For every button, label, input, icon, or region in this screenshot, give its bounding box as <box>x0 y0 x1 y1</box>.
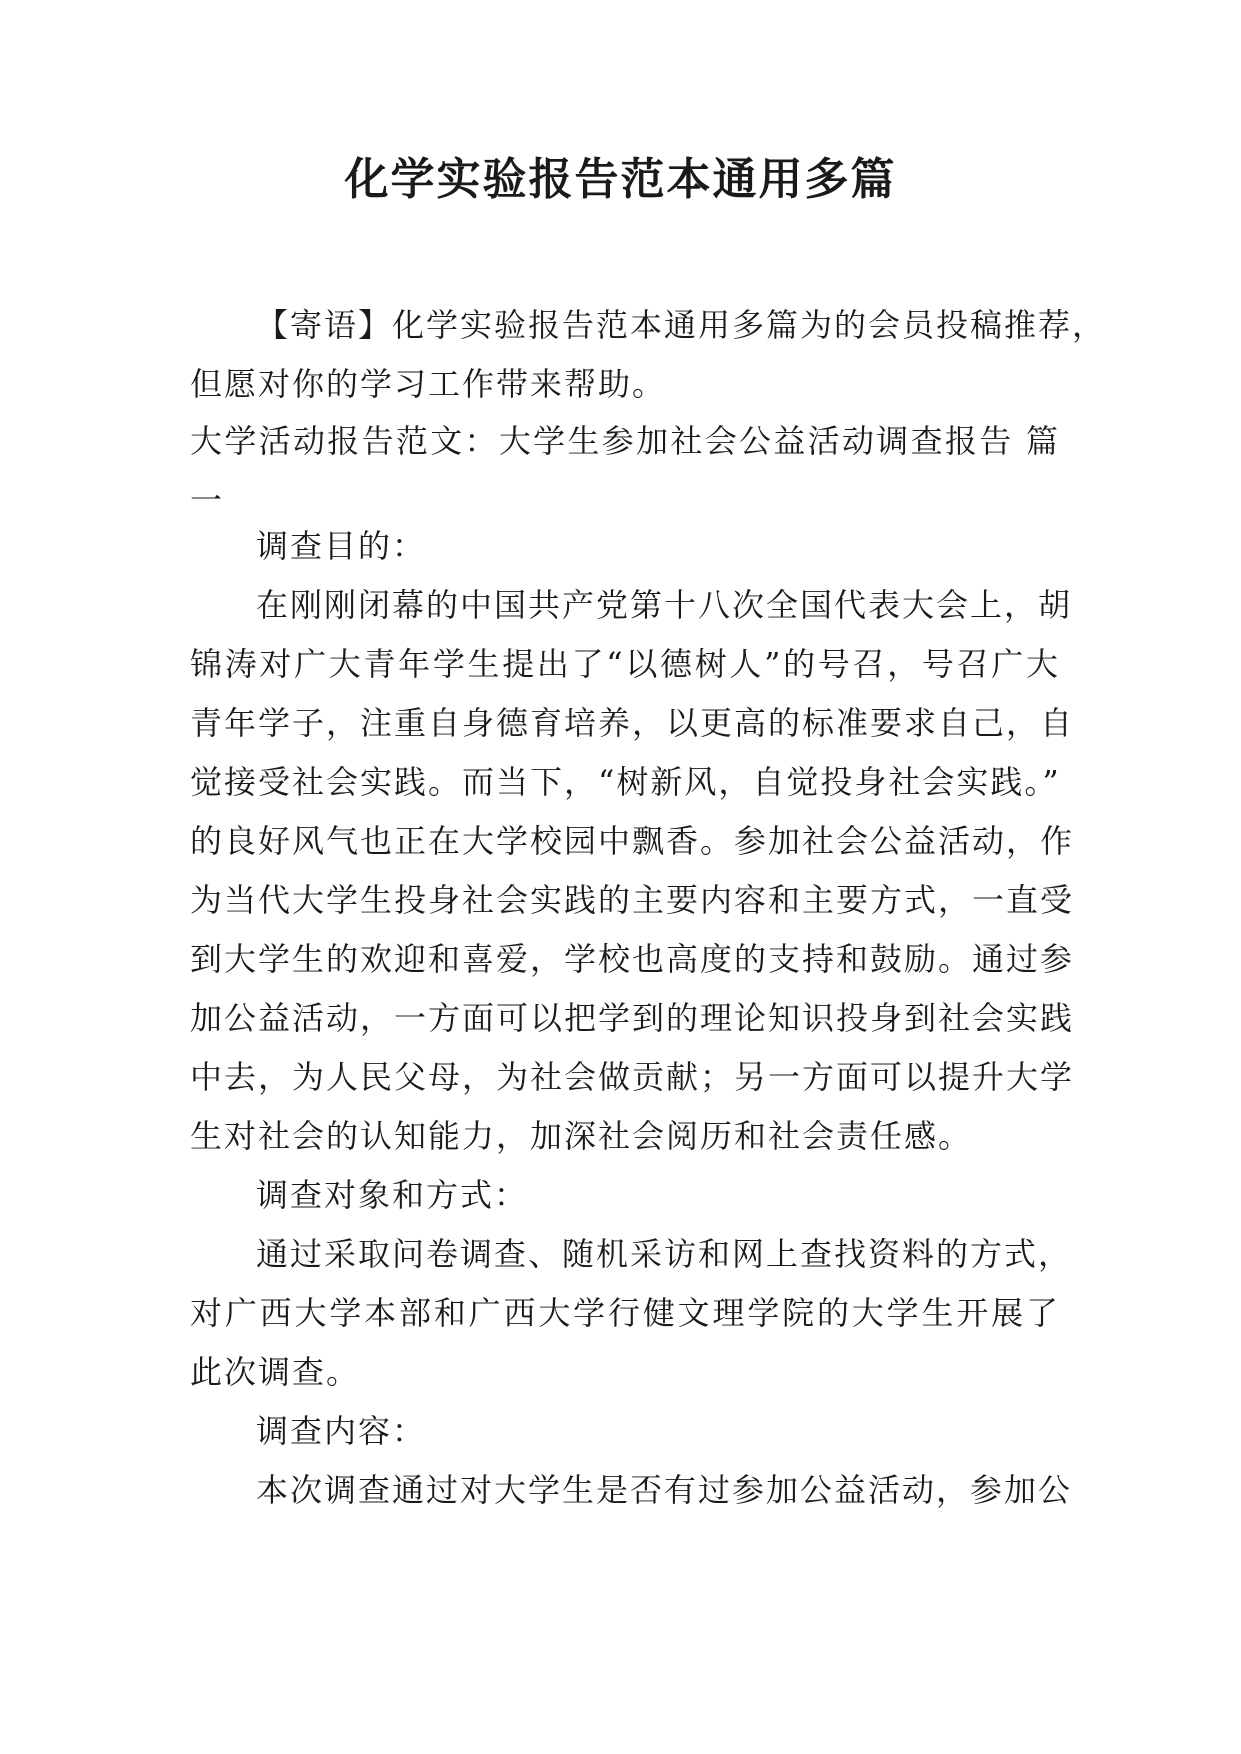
paragraph-line: 的良好风气也正在大学校园中飘香。参加社会公益活动，作 <box>190 822 1075 860</box>
paragraph-line: 中去，为人民父母，为社会做贡献；另一方面可以提升大学 <box>190 1058 1075 1096</box>
subheading-survey-purpose: 调查目的： <box>256 527 427 565</box>
paragraph-line: 通过采取问卷调查、随机采访和网上查找资料的方式， <box>256 1235 1073 1273</box>
subheading-survey-subjects: 调查对象和方式： <box>256 1176 529 1214</box>
paragraph-line: 生对社会的认知能力，加深社会阅历和社会责任感。 <box>190 1117 973 1155</box>
paragraph-line: 锦涛对广大青年学生提出了“以德树人”的号召，号召广大 <box>190 645 1060 683</box>
paragraph-line: 到大学生的欢迎和喜爱，学校也高度的支持和鼓励。通过参 <box>190 940 1075 978</box>
intro-line: 但愿对你的学习工作带来帮助。 <box>190 365 667 403</box>
paragraph-line: 在刚刚闭幕的中国共产党第十八次全国代表大会上，胡 <box>256 586 1073 624</box>
paragraph-line: 对广西大学本部和广西大学行健文理学院的大学生开展了 <box>190 1294 1060 1332</box>
paragraph-line: 本次调查通过对大学生是否有过参加公益活动，参加公 <box>256 1471 1073 1509</box>
paragraph-line: 加公益活动，一方面可以把学到的理论知识投身到社会实践 <box>190 999 1075 1037</box>
intro-line: 【寄语】化学实验报告范本通用多篇为的会员投稿推荐， <box>256 306 1107 344</box>
paragraph-line: 觉接受社会实践。而当下，“树新风，自觉投身社会实践。” <box>190 763 1061 801</box>
body-text <box>190 517 1075 1520</box>
paragraph-line: 为当代大学生投身社会实践的主要内容和主要方式，一直受 <box>190 881 1075 919</box>
paragraph-line: 青年学子，注重自身德育培养，以更高的标准要求自己，自 <box>190 704 1075 742</box>
section-heading <box>190 412 1060 530</box>
intro-paragraph <box>190 296 1107 414</box>
document-title: 化学实验报告范本通用多篇 <box>344 154 897 205</box>
section-heading-line: 大学活动报告范文：大学生参加社会公益活动调查报告 篇 <box>190 422 1060 460</box>
section-heading-line: 一 <box>190 481 225 519</box>
paragraph-line: 此次调查。 <box>190 1353 361 1391</box>
subheading-survey-content: 调查内容： <box>256 1412 427 1450</box>
